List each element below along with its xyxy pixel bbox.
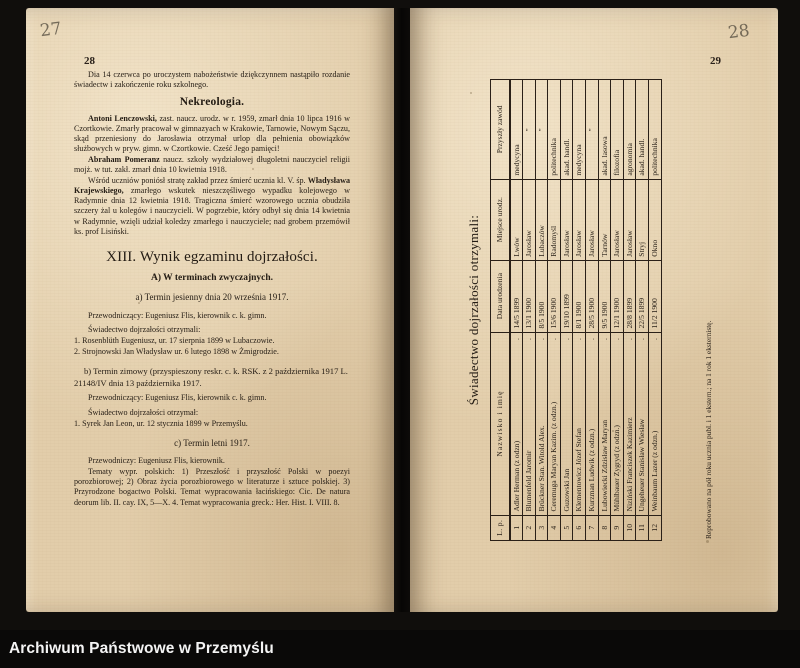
intro-paragraph: Dia 14 czerwca po uroczystem nabożeństwie dziękczynnem nastąpiło rozdanie świadectw i zakończenie roku szkolnego.: [74, 70, 350, 90]
cell-birth-place: Jarosław: [586, 179, 599, 260]
cell-birth-place: Radomyśl: [548, 179, 561, 260]
cell-profession: ": [523, 80, 536, 180]
cell-birth-place: Stryj: [636, 179, 649, 260]
cell-name: Adler Herman (z odzn) .: [510, 332, 523, 515]
paper-speck: [612, 430, 614, 432]
table-row: [598, 80, 611, 541]
dot-leader: .: [549, 335, 559, 340]
paper-speck: [252, 168, 254, 170]
cell-lp: 8: [598, 515, 611, 540]
table-row: [560, 80, 573, 541]
column-header-birth-place: Miejsce urodz.: [491, 179, 510, 260]
cell-profession: politechnika: [649, 80, 662, 180]
cell-name: Ungeheuer Stanisław Wiesław .: [636, 332, 649, 515]
cell-lp: 10: [623, 515, 636, 540]
dot-leader: .: [599, 335, 609, 340]
cell-lp: 6: [573, 515, 586, 540]
graduate-entry: 1. Rosenblüth Eugeniusz, ur. 17 sierpnia 1899 w Lubaczowie.: [74, 336, 275, 346]
cell-birth-place: Jarosław: [611, 179, 624, 260]
cell-birth-date: 14/5 1899: [510, 260, 523, 332]
cell-name: Niziński Franciszek Kazimierz .: [623, 332, 636, 515]
cell-birth-date: 9/5 1900: [598, 260, 611, 332]
paper-speck: [706, 540, 709, 543]
chair-autumn: Przewodniczący: Eugeniusz Flis, kierownik c. k. gimn.: [88, 310, 267, 320]
necrology-entry: [74, 114, 350, 155]
maturity-results-table: [490, 79, 662, 541]
cell-name: Brückner Stan. Witold Alex. .: [535, 332, 548, 515]
left-page: [26, 8, 394, 612]
archive-watermark-text: Archiwum Państwowe w Przemyślu: [9, 640, 274, 657]
necrology-heading: Nekreologia.: [179, 96, 245, 109]
page-number-left: 28: [84, 55, 95, 67]
cell-birth-place: Tarnów: [598, 179, 611, 260]
cell-lp: 4: [548, 515, 561, 540]
dot-leader: .: [574, 335, 584, 340]
student-death-pre: Wśród uczniów poniósł stratę zakład przez śmierć ucznia kl. V. śp.: [88, 175, 308, 185]
cell-profession: medycyna: [510, 80, 523, 180]
cell-name: Blumenfeld Jaromir .: [523, 332, 536, 515]
cell-birth-date: 11/2 1900: [649, 260, 662, 332]
table-row: [623, 80, 636, 541]
table-row: [649, 80, 662, 541]
cell-birth-place: Jarosław: [523, 179, 536, 260]
necrology-text-2: naucz. szkoły wydziałowej długoletni nauczyciel religii mojż. w tut. zakł. zmarł dnia 10 kwietnia 1918.: [74, 154, 350, 175]
chapter-heading: XIII. Wynik egzaminu dojrzałości.: [106, 249, 318, 266]
dot-leader: .: [624, 335, 634, 340]
handwritten-folio-left: 27: [38, 18, 63, 42]
cell-lp: 12: [649, 515, 662, 540]
term-summer-heading: c) Termin letni 1917.: [174, 438, 250, 449]
handwritten-folio-right: 28: [726, 20, 751, 44]
exam-topics: Tematy wypr. polskich: 1) Przeszłość i przyszłość Polski w poezyi porozbiorowej; 2) Obraz życia porozbiorowego w literaturze i sztuce polskiej. 3) Przyrodzone bogactwo Polski. Temat wypracowania łacińskiego: Cic. De natura deorum lib. II. cay. IX, 5—X. 4. Temat wypracowania greck.: Her. Hist. I. VIII. 8.: [74, 466, 350, 507]
rotated-table-stage: [460, 75, 728, 545]
cert-autumn-label: Świadectwo dojrzałości otrzymali:: [88, 324, 201, 334]
table-row: [548, 80, 561, 541]
table-footnote: Reprobowano na pół roku ucznia publ. i 1 ekstern.; na 1 rok 1 eksternistę.: [704, 320, 713, 539]
cell-lp: 9: [611, 515, 624, 540]
paper-speck: [138, 302, 140, 304]
dot-leader: .: [650, 335, 660, 340]
section-a-heading: A) W terminach zwyczajnych.: [150, 273, 274, 284]
cell-birth-place: Lubaczów: [535, 179, 548, 260]
cell-profession: filozofia: [611, 80, 624, 180]
cell-birth-date: 19/10 1899: [560, 260, 573, 332]
table-row: [586, 80, 599, 541]
left-page-text-column: [74, 70, 350, 508]
cell-lp: 1: [510, 515, 523, 540]
table-row: [611, 80, 624, 541]
chair-summer: Przewodniczy: Eugeniusz Flis, kierownik.: [88, 456, 225, 466]
graduate-entry: 1. Syrek Jan Leon, ur. 12 stycznia 1899 w Przemyślu.: [74, 418, 248, 428]
cell-birth-date: 15/6 1900: [548, 260, 561, 332]
chair-winter: Przewodniczący: Eugeniusz Flis, kierownik c. k. gimn.: [88, 393, 267, 403]
table-header-row: [491, 80, 510, 541]
table-row: [535, 80, 548, 541]
cell-birth-place: Lwów: [510, 179, 523, 260]
dot-leader: .: [637, 335, 647, 340]
dot-leader: .: [511, 335, 521, 340]
cell-name: Ceremuga Maryan Kazim. (z odzn.) .: [548, 332, 561, 515]
cell-birth-date: 8/1 1900: [573, 260, 586, 332]
term-autumn-heading: a) Termin jesienny dnia 20 września 1917.: [135, 292, 289, 303]
cell-lp: 7: [586, 515, 599, 540]
archive-watermark-bar: [0, 630, 800, 668]
table-body: [510, 80, 662, 541]
dot-leader: .: [587, 335, 597, 340]
cell-profession: politechnika: [548, 80, 561, 180]
cell-name: Mühlbauer Zygryd (z odzn.) .: [611, 332, 624, 515]
cell-profession: akad. handl.: [636, 80, 649, 180]
column-header-name: Nazwisko i imię: [491, 332, 510, 515]
cell-profession: agronomia: [623, 80, 636, 180]
table-row: [573, 80, 586, 541]
cell-birth-date: 13/1 1900: [523, 260, 536, 332]
cell-birth-date: 8/5 1900: [535, 260, 548, 332]
cell-birth-date: 28/5 1900: [586, 260, 599, 332]
necrology-entry: [74, 155, 350, 175]
graduate-entry: 2. Strojnowski Jan Władysław ur. 6 lutego 1898 w Żmigrodzie.: [74, 347, 279, 357]
cell-profession: medycyna: [573, 80, 586, 180]
book-spread: [26, 8, 778, 612]
paper-speck: [470, 92, 472, 94]
necrology-name-2: Abraham Pomeranz: [88, 154, 160, 164]
cell-birth-date: 12/1 1900: [611, 260, 624, 332]
table-row: [636, 80, 649, 541]
cell-birth-date: 22/5 1899: [636, 260, 649, 332]
column-header-lp: L. p.: [491, 515, 510, 540]
dot-leader: .: [536, 335, 546, 340]
cell-profession: akad. handl.: [560, 80, 573, 180]
cell-profession: ": [586, 80, 599, 180]
cell-birth-place: Jarosław: [623, 179, 636, 260]
student-death-name: Władysława Krajewskiego,: [74, 175, 350, 196]
cell-profession: ": [535, 80, 548, 180]
cell-name: Guzowski Jan .: [560, 332, 573, 515]
cell-profession: akad. lasowa: [598, 80, 611, 180]
cert-winter-label: Świadectwo dojrzałości otrzymał:: [88, 407, 199, 417]
cell-name: Lubowiecki Zdzisław Maryan .: [598, 332, 611, 515]
dot-leader: .: [524, 335, 534, 340]
cell-birth-place: Jarosław: [573, 179, 586, 260]
table-title: Świadectwo dojrzałości otrzymali:: [466, 214, 481, 406]
column-header-profession: Przyszły zawód: [491, 80, 510, 180]
student-death-post: zmarłego wskutek nieszczęśliwego wypadku kolejowego w Radymnie dnia 12 kwietnia 1918. Tragiczna śmierć wzorowego ucznia obudziła szczery żal u kolegów i nauczycieli. W pogrzebie, który odbył się dnia 14 kwietnia w Radymnie, wzięli udział koledzy zmarłego i nauczyciele; nad grobem przemówił ks. prof Lisiński.: [74, 186, 350, 236]
cell-name: Kurzman Ludwik (z odzn.) .: [586, 332, 599, 515]
dot-leader: .: [561, 335, 571, 340]
column-header-birth-date: Data urodzenia: [491, 260, 510, 332]
term-winter-heading: b) Termin zimowy (przyspieszony reskr. c. k. RSK. z 2 października 1917 L. 21148/IV dnia 13 października 1917.: [74, 366, 348, 388]
necrology-text-1: zast. naucz. urodz. w r. 1959, zmarł dnia 10 lipca 1916 w Czortkowie. Zmarły pracował w gimnazyach w Krakowie, Tarnowie, Nowym Sączu, skąd przeniesiony do Jarosławia otrzymał urlop dla pełnienia obowiązków służbowych w pryw. gimn. w Czortkowie. Cześć Jego pamięci!: [74, 113, 350, 154]
cell-name: Weinbaum Lazer (z odzn.) .: [649, 332, 662, 515]
table-row: [510, 80, 523, 541]
cell-birth-date: 28/8 1899: [623, 260, 636, 332]
page-number-right: 29: [710, 55, 721, 67]
table-row: [523, 80, 536, 541]
dot-leader: .: [612, 335, 622, 340]
right-page: [410, 8, 778, 612]
cell-birth-place: Okno: [649, 179, 662, 260]
student-death-paragraph: [74, 176, 350, 237]
cell-lp: 2: [523, 515, 536, 540]
necrology-name-1: Antoni Lenczowski,: [88, 113, 157, 123]
cell-lp: 11: [636, 515, 649, 540]
cell-lp: 3: [535, 515, 548, 540]
cell-name: Klementowicz Józef Stefan .: [573, 332, 586, 515]
cell-birth-place: Jarosław: [560, 179, 573, 260]
book-gutter: [394, 8, 410, 612]
cell-lp: 5: [560, 515, 573, 540]
